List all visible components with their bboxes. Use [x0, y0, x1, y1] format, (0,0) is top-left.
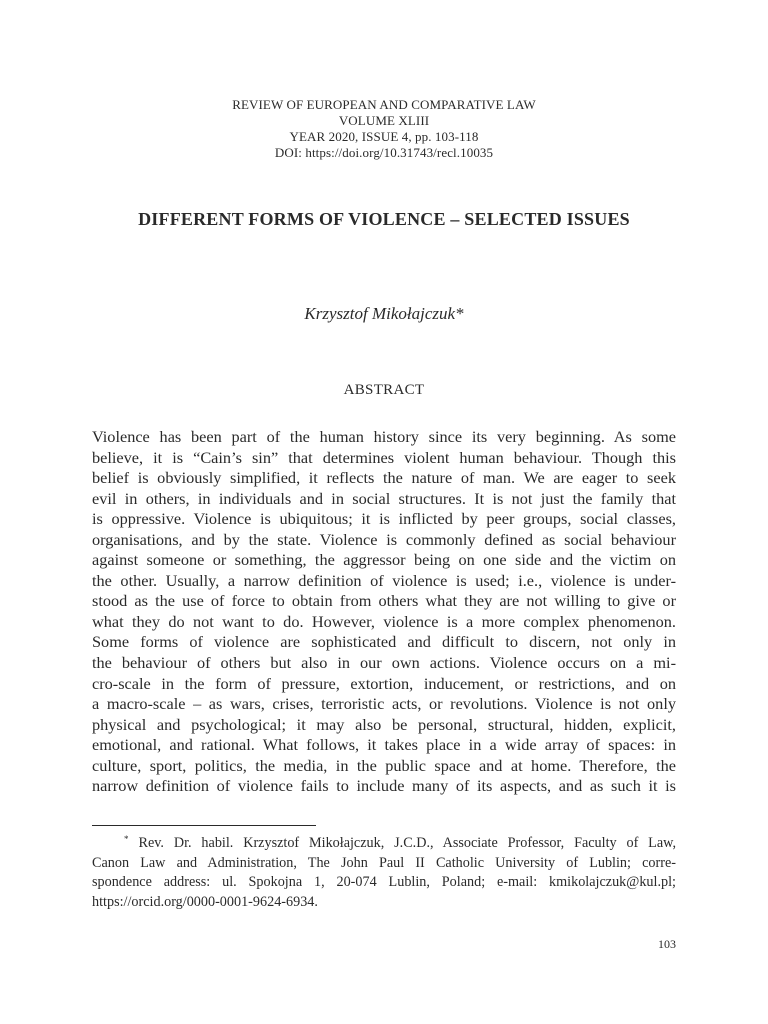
footnote-marker: * — [124, 834, 129, 844]
abstract-line: physical and psychological; it may also be personal, structural, hidden, explicit, — [92, 714, 676, 734]
abstract-line: the behaviour of others but also in our own actions. Violence occurs on a mi- — [92, 653, 676, 673]
abstract-line: stood as the use of force to obtain from others what they are not willing to give or — [92, 591, 676, 611]
abstract-line: emotional, and rational. What follows, it takes place in a wide array of spaces: in — [92, 735, 676, 755]
abstract-line: is oppressive. Violence is ubiquitous; it is inflicted by peer groups, social classes, — [92, 509, 676, 529]
abstract-line: cro-scale in the form of pressure, extortion, inducement, or restrictions, and on — [92, 673, 676, 693]
footnote-line: spondence address: ul. Spokojna 1, 20-074 Lublin, Poland; e-mail: kmikolajczuk@kul.pl; — [92, 874, 676, 891]
abstract-line: belief is obviously simplified, it reflects the nature of man. We are eager to seek — [92, 468, 676, 488]
footnote-divider — [92, 825, 316, 826]
abstract-body — [92, 427, 676, 797]
abstract-line: evil in others, in individuals and in social structures. It is not just the family that — [92, 488, 676, 508]
abstract-line: organisations, and by the state. Violence is commonly defined as social behaviour — [92, 529, 676, 549]
journal-doi: DOI: https://doi.org/10.31743/recl.10035 — [274, 145, 494, 160]
abstract-line: against someone or something, the aggressor being on one side and the victim on — [92, 550, 676, 570]
footnote-line: https://orcid.org/0000-0001-9624-6934. — [92, 893, 318, 910]
abstract-heading: ABSTRACT — [343, 382, 425, 398]
journal-volume: VOLUME XLIII — [338, 113, 430, 128]
abstract-line: Some forms of violence are sophisticated and difficult to discern, not only in — [92, 632, 676, 652]
abstract-line: narrow definition of violence fails to include many of its aspects, and as such it is — [92, 776, 676, 796]
author-name: Krzysztof Mikołajczuk* — [304, 304, 464, 323]
author-footnote — [92, 830, 676, 912]
footnote-line: Canon Law and Administration, The John Paul II Catholic University of Lublin; corre- — [92, 854, 676, 871]
page-number: 103 — [658, 937, 676, 951]
journal-name: REVIEW OF EUROPEAN AND COMPARATIVE LAW — [232, 97, 536, 112]
footnote-line-first — [92, 830, 676, 854]
abstract-line: what they do not want to do. However, violence is a more complex phenomenon. — [92, 611, 676, 631]
journal-header — [0, 97, 768, 161]
abstract-line: culture, sport, politics, the media, in the public space and at home. Therefore, the — [92, 755, 676, 775]
abstract-line: believe, it is “Cain’s sin” that determines violent human behaviour. Though this — [92, 447, 676, 467]
article-title: DIFFERENT FORMS OF VIOLENCE – SELECTED ISSUES — [138, 209, 630, 229]
journal-issue: YEAR 2020, ISSUE 4, pp. 103-118 — [289, 129, 479, 144]
abstract-line: the other. Usually, a narrow definition of violence is used; i.e., violence is under- — [92, 570, 676, 590]
abstract-line: a macro-scale – as wars, crises, terroristic acts, or revolutions. Violence is not only — [92, 694, 676, 714]
abstract-line: Violence has been part of the human history since its very beginning. As some — [92, 427, 676, 446]
footnote-text: Rev. Dr. habil. Krzysztof Mikołajczuk, J.C.D., Associate Professor, Faculty of Law, — [138, 835, 676, 851]
